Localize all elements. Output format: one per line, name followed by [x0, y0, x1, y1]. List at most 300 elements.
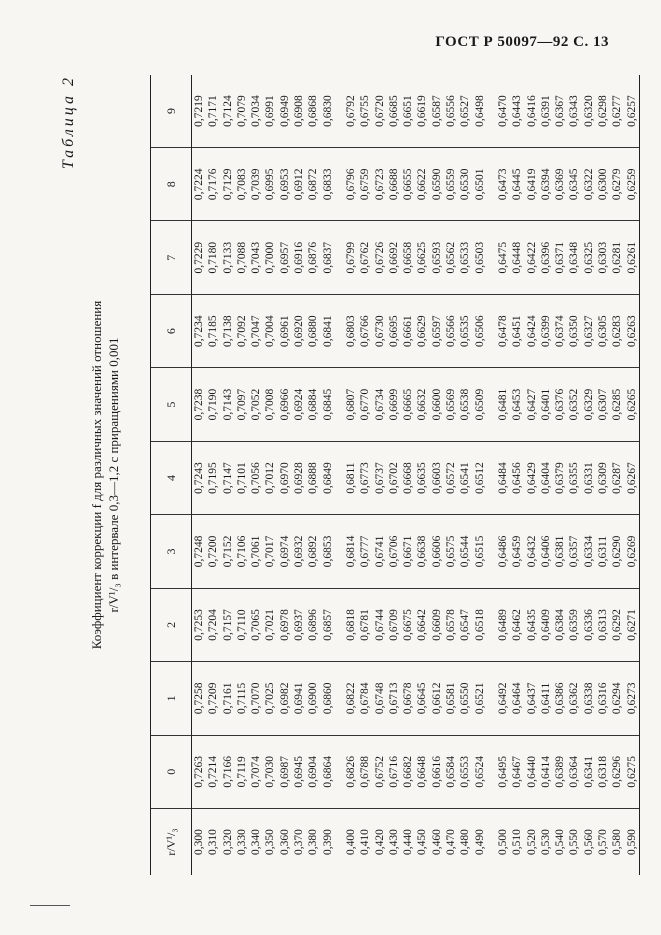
value-cell: 0,7012 [263, 441, 277, 514]
value-cell: 0,7074 [249, 735, 263, 808]
value-cell: 0,6261 [625, 221, 640, 294]
value-cell: 0,6762 [358, 221, 372, 294]
value-cell: 0,6682 [401, 735, 415, 808]
table-row [444, 75, 458, 875]
row-key-cell: 0,550 [568, 829, 581, 855]
value-cell: 0,6603 [430, 441, 444, 514]
value-cell: 0,6572 [444, 441, 458, 514]
value-cell: 0,6770 [358, 368, 372, 441]
value-cell: 0,6350 [567, 294, 581, 367]
value-cell: 0,7017 [263, 515, 277, 588]
value-cell: 0,6706 [387, 515, 401, 588]
value-cell: 0,6521 [473, 662, 487, 735]
row-key-cell: 0,490 [473, 829, 486, 855]
value-cell: 0,6357 [567, 515, 581, 588]
value-cell: 0,7030 [263, 735, 277, 808]
value-cell: 0,6904 [306, 735, 320, 808]
value-cell: 0,6642 [415, 588, 429, 661]
gap-cell [335, 735, 344, 808]
value-cell: 0,6991 [263, 75, 277, 148]
row-key-cell: 0,540 [554, 829, 567, 855]
value-cell: 0,6281 [610, 221, 624, 294]
value-cell: 0,6267 [625, 441, 640, 514]
value-cell: 0,6584 [444, 735, 458, 808]
value-cell: 0,6271 [625, 588, 640, 661]
value-cell: 0,6275 [625, 735, 640, 808]
table-row [610, 75, 624, 875]
value-cell: 0,6616 [430, 735, 444, 808]
value-cell: 0,6702 [387, 441, 401, 514]
value-cell: 0,7243 [192, 441, 207, 514]
value-cell: 0,6371 [553, 221, 567, 294]
value-cell: 0,6544 [458, 515, 472, 588]
table-row [344, 75, 358, 875]
value-cell: 0,6822 [344, 662, 358, 735]
value-cell: 0,6419 [525, 148, 539, 221]
value-cell: 0,6486 [496, 515, 510, 588]
value-cell: 0,6313 [596, 588, 610, 661]
value-cell: 0,6492 [496, 662, 510, 735]
value-cell: 0,6872 [306, 148, 320, 221]
value-cell: 0,6638 [415, 515, 429, 588]
value-cell: 0,6424 [525, 294, 539, 367]
gap-cell [335, 221, 344, 294]
value-cell: 0,7119 [235, 735, 249, 808]
value-cell: 0,7161 [221, 662, 235, 735]
gap-cell [335, 515, 344, 588]
table-row [582, 75, 596, 875]
row-key-cell: 0,430 [387, 829, 400, 855]
value-cell: 0,6541 [458, 441, 472, 514]
value-cell: 0,6678 [401, 662, 415, 735]
value-cell: 0,6325 [582, 221, 596, 294]
value-cell: 0,6562 [444, 221, 458, 294]
value-cell: 0,7097 [235, 368, 249, 441]
value-cell: 0,6265 [625, 368, 640, 441]
value-cell: 0,6381 [553, 515, 567, 588]
value-cell: 0,7180 [206, 221, 220, 294]
value-cell: 0,6422 [525, 221, 539, 294]
value-cell: 0,7263 [192, 735, 207, 808]
value-cell: 0,6292 [610, 588, 624, 661]
column-header: 1 [151, 662, 192, 735]
table-row [192, 75, 207, 875]
value-cell: 0,6464 [510, 662, 524, 735]
value-cell: 0,6807 [344, 368, 358, 441]
value-cell: 0,7043 [249, 221, 263, 294]
value-cell: 0,6928 [292, 441, 306, 514]
column-header: 3 [151, 515, 192, 588]
value-cell: 0,6309 [596, 441, 610, 514]
value-cell: 0,6320 [582, 75, 596, 148]
row-key-cell: 0,310 [207, 829, 220, 855]
table-row [221, 75, 235, 875]
rotated-table-region [60, 75, 638, 875]
value-cell: 0,6896 [306, 588, 320, 661]
value-cell: 0,7025 [263, 662, 277, 735]
value-cell: 0,7110 [235, 588, 249, 661]
value-cell: 0,6755 [358, 75, 372, 148]
value-cell: 0,6489 [496, 588, 510, 661]
value-cell: 0,6961 [278, 294, 292, 367]
value-cell: 0,6796 [344, 148, 358, 221]
gap-cell [487, 515, 496, 588]
value-cell: 0,6443 [510, 75, 524, 148]
value-cell: 0,7021 [263, 588, 277, 661]
value-cell: 0,6467 [510, 735, 524, 808]
row-key-cell: 0,350 [264, 829, 277, 855]
row-key-cell: 0,410 [359, 829, 372, 855]
value-cell: 0,6509 [473, 368, 487, 441]
row-key-cell: 0,480 [459, 829, 472, 855]
caption-line-2: r/V¹/₃ в интервале 0,3—1,2 с приращениями 0,001 [106, 337, 121, 613]
value-cell: 0,6379 [553, 441, 567, 514]
value-cell: 0,6949 [278, 75, 292, 148]
value-cell: 0,6671 [401, 515, 415, 588]
value-cell: 0,6364 [567, 735, 581, 808]
value-cell: 0,6345 [567, 148, 581, 221]
value-cell: 0,6884 [306, 368, 320, 441]
value-cell: 0,6759 [358, 148, 372, 221]
value-cell: 0,6609 [430, 588, 444, 661]
value-cell: 0,6515 [473, 515, 487, 588]
value-cell: 0,6587 [430, 75, 444, 148]
column-header: 0 [151, 735, 192, 808]
margin-rule [30, 905, 70, 906]
value-cell: 0,6920 [292, 294, 306, 367]
value-cell: 0,6470 [496, 75, 510, 148]
value-cell: 0,6737 [373, 441, 387, 514]
row-key-cell: 0,510 [511, 829, 524, 855]
value-cell: 0,6622 [415, 148, 429, 221]
value-cell: 0,6283 [610, 294, 624, 367]
row-key-cell: 0,320 [221, 829, 234, 855]
table-row [625, 75, 640, 875]
correction-coefficient-table [150, 75, 640, 875]
value-cell: 0,6285 [610, 368, 624, 441]
value-cell: 0,6432 [525, 515, 539, 588]
value-cell: 0,6547 [458, 588, 472, 661]
value-cell: 0,6661 [401, 294, 415, 367]
value-cell: 0,6336 [582, 588, 596, 661]
value-cell: 0,6290 [610, 515, 624, 588]
gap-cell [487, 662, 496, 735]
gap-cell [335, 75, 344, 148]
gap-cell [487, 735, 496, 808]
value-cell: 0,6427 [525, 368, 539, 441]
value-cell: 0,7000 [263, 221, 277, 294]
value-cell: 0,6675 [401, 588, 415, 661]
value-cell: 0,6411 [539, 662, 553, 735]
value-cell: 0,6668 [401, 441, 415, 514]
value-cell: 0,6864 [321, 735, 335, 808]
table-header-row [151, 75, 192, 875]
value-cell: 0,6853 [321, 515, 335, 588]
value-cell: 0,6748 [373, 662, 387, 735]
table-label: Таблица 2 [60, 75, 77, 170]
value-cell: 0,6374 [553, 294, 567, 367]
value-cell: 0,6556 [444, 75, 458, 148]
value-cell: 0,6995 [263, 148, 277, 221]
value-cell: 0,6453 [510, 368, 524, 441]
gap-cell [487, 588, 496, 661]
table-row [235, 75, 249, 875]
value-cell: 0,6685 [387, 75, 401, 148]
row-key-cell: 0,500 [496, 829, 509, 855]
value-cell: 0,6953 [278, 148, 292, 221]
gap-cell [487, 368, 496, 441]
value-cell: 0,6343 [567, 75, 581, 148]
value-cell: 0,6404 [539, 441, 553, 514]
value-cell: 0,6527 [458, 75, 472, 148]
value-cell: 0,6784 [358, 662, 372, 735]
value-cell: 0,6287 [610, 441, 624, 514]
value-cell: 0,6781 [358, 588, 372, 661]
value-cell: 0,6553 [458, 735, 472, 808]
value-cell: 0,6590 [430, 148, 444, 221]
value-cell: 0,7171 [206, 75, 220, 148]
table-body [192, 75, 640, 875]
value-cell: 0,6900 [306, 662, 320, 735]
value-cell: 0,6259 [625, 148, 640, 221]
row-key-cell: 0,440 [402, 829, 415, 855]
table-row [458, 75, 472, 875]
value-cell: 0,6530 [458, 148, 472, 221]
table-row [358, 75, 372, 875]
value-cell: 0,6792 [344, 75, 358, 148]
table-row [553, 75, 567, 875]
value-cell: 0,6440 [525, 735, 539, 808]
value-cell: 0,6478 [496, 294, 510, 367]
table-row [292, 75, 306, 875]
value-cell: 0,6416 [525, 75, 539, 148]
row-key-cell: 0,370 [293, 829, 306, 855]
value-cell: 0,7238 [192, 368, 207, 441]
value-cell: 0,6937 [292, 588, 306, 661]
value-cell: 0,6908 [292, 75, 306, 148]
value-cell: 0,6396 [539, 221, 553, 294]
value-cell: 0,6826 [344, 735, 358, 808]
value-cell: 0,6512 [473, 441, 487, 514]
value-cell: 0,7083 [235, 148, 249, 221]
value-cell: 0,6941 [292, 662, 306, 735]
value-cell: 0,6569 [444, 368, 458, 441]
value-cell: 0,6773 [358, 441, 372, 514]
value-cell: 0,6327 [582, 294, 596, 367]
gap-cell [335, 368, 344, 441]
value-cell: 0,6376 [553, 368, 567, 441]
row-key-cell: 0,460 [430, 829, 443, 855]
value-cell: 0,7138 [221, 294, 235, 367]
block-gap [335, 75, 344, 875]
gap-cell [335, 441, 344, 514]
value-cell: 0,6845 [321, 368, 335, 441]
value-cell: 0,7129 [221, 148, 235, 221]
value-cell: 0,6414 [539, 735, 553, 808]
table-row [415, 75, 429, 875]
value-cell: 0,6386 [553, 662, 567, 735]
value-cell: 0,6311 [596, 515, 610, 588]
value-cell: 0,6695 [387, 294, 401, 367]
value-cell: 0,6359 [567, 588, 581, 661]
gap-cell [335, 809, 344, 876]
column-header: 6 [151, 294, 192, 367]
value-cell: 0,6655 [401, 148, 415, 221]
column-header: 2 [151, 588, 192, 661]
value-cell: 0,6329 [582, 368, 596, 441]
value-cell: 0,6263 [625, 294, 640, 367]
value-cell: 0,7047 [249, 294, 263, 367]
value-cell: 0,6429 [525, 441, 539, 514]
value-cell: 0,6970 [278, 441, 292, 514]
value-cell: 0,6294 [610, 662, 624, 735]
value-cell: 0,6298 [596, 75, 610, 148]
value-cell: 0,6322 [582, 148, 596, 221]
value-cell: 0,6803 [344, 294, 358, 367]
row-key-cell: 0,400 [344, 829, 357, 855]
value-cell: 0,6857 [321, 588, 335, 661]
table-row [373, 75, 387, 875]
value-cell: 0,6435 [525, 588, 539, 661]
value-cell: 0,6559 [444, 148, 458, 221]
value-cell: 0,6699 [387, 368, 401, 441]
row-key-cell: 0,300 [193, 829, 205, 855]
value-cell: 0,6501 [473, 148, 487, 221]
value-cell: 0,6279 [610, 148, 624, 221]
value-cell: 0,6982 [278, 662, 292, 735]
value-cell: 0,6593 [430, 221, 444, 294]
value-cell: 0,6401 [539, 368, 553, 441]
value-cell: 0,6391 [539, 75, 553, 148]
value-cell: 0,6876 [306, 221, 320, 294]
value-cell: 0,7219 [192, 75, 207, 148]
row-key-cell: 0,390 [321, 829, 334, 855]
row-key-cell: 0,330 [235, 829, 248, 855]
value-cell: 0,6498 [473, 75, 487, 148]
value-cell: 0,6305 [596, 294, 610, 367]
value-cell: 0,6892 [306, 515, 320, 588]
value-cell: 0,6830 [321, 75, 335, 148]
value-cell: 0,6716 [387, 735, 401, 808]
table-row [496, 75, 510, 875]
value-cell: 0,6518 [473, 588, 487, 661]
table-row [206, 75, 220, 875]
value-cell: 0,7253 [192, 588, 207, 661]
value-cell: 0,6269 [625, 515, 640, 588]
value-cell: 0,6723 [373, 148, 387, 221]
value-cell: 0,6632 [415, 368, 429, 441]
table-row [387, 75, 401, 875]
value-cell: 0,6597 [430, 294, 444, 367]
value-cell: 0,6451 [510, 294, 524, 367]
value-cell: 0,6849 [321, 441, 335, 514]
value-cell: 0,6495 [496, 735, 510, 808]
value-cell: 0,6692 [387, 221, 401, 294]
key-column-header: r/V¹/₃ [151, 809, 192, 876]
row-key-cell: 0,520 [525, 829, 538, 855]
value-cell: 0,6303 [596, 221, 610, 294]
value-cell: 0,7056 [249, 441, 263, 514]
value-cell: 0,7234 [192, 294, 207, 367]
gap-cell [487, 221, 496, 294]
value-cell: 0,7258 [192, 662, 207, 735]
value-cell: 0,6752 [373, 735, 387, 808]
row-key-cell: 0,360 [278, 829, 291, 855]
value-cell: 0,7115 [235, 662, 249, 735]
value-cell: 0,6462 [510, 588, 524, 661]
value-cell: 0,6987 [278, 735, 292, 808]
value-cell: 0,6916 [292, 221, 306, 294]
table-row [306, 75, 320, 875]
value-cell: 0,6814 [344, 515, 358, 588]
value-cell: 0,7166 [221, 735, 235, 808]
value-cell: 0,6535 [458, 294, 472, 367]
value-cell: 0,7004 [263, 294, 277, 367]
value-cell: 0,6635 [415, 441, 429, 514]
value-cell: 0,6880 [306, 294, 320, 367]
value-cell: 0,6355 [567, 441, 581, 514]
value-cell: 0,7106 [235, 515, 249, 588]
value-cell: 0,7092 [235, 294, 249, 367]
value-cell: 0,6300 [596, 148, 610, 221]
table-row [278, 75, 292, 875]
value-cell: 0,6730 [373, 294, 387, 367]
value-cell: 0,6296 [610, 735, 624, 808]
value-cell: 0,6818 [344, 588, 358, 661]
value-cell: 0,6575 [444, 515, 458, 588]
value-cell: 0,6334 [582, 515, 596, 588]
row-key-cell: 0,340 [250, 829, 263, 855]
value-cell: 0,6713 [387, 662, 401, 735]
value-cell: 0,6811 [344, 441, 358, 514]
value-cell: 0,7147 [221, 441, 235, 514]
value-cell: 0,6612 [430, 662, 444, 735]
table-row [249, 75, 263, 875]
block-gap [487, 75, 496, 875]
value-cell: 0,6352 [567, 368, 581, 441]
value-cell: 0,7176 [206, 148, 220, 221]
value-cell: 0,6538 [458, 368, 472, 441]
row-key-cell: 0,420 [373, 829, 386, 855]
table-caption [88, 75, 122, 875]
row-key-cell: 0,450 [416, 829, 429, 855]
table-row [473, 75, 487, 875]
column-header: 7 [151, 221, 192, 294]
table-row [401, 75, 415, 875]
value-cell: 0,6448 [510, 221, 524, 294]
row-key-cell: 0,590 [625, 809, 640, 876]
row-key-cell: 0,560 [582, 829, 595, 855]
value-cell: 0,7124 [221, 75, 235, 148]
value-cell: 0,6550 [458, 662, 472, 735]
value-cell: 0,6726 [373, 221, 387, 294]
table-row [510, 75, 524, 875]
value-cell: 0,6777 [358, 515, 372, 588]
value-cell: 0,6445 [510, 148, 524, 221]
value-cell: 0,6720 [373, 75, 387, 148]
value-cell: 0,6606 [430, 515, 444, 588]
value-cell: 0,7214 [206, 735, 220, 808]
caption-line-1: Коэффициент коррекции f для различных значений отношения [89, 300, 104, 650]
value-cell: 0,6437 [525, 662, 539, 735]
value-cell: 0,6384 [553, 588, 567, 661]
value-cell: 0,7065 [249, 588, 263, 661]
row-key-cell: 0,470 [445, 829, 458, 855]
value-cell: 0,6456 [510, 441, 524, 514]
value-cell: 0,7008 [263, 368, 277, 441]
value-cell: 0,6837 [321, 221, 335, 294]
value-cell: 0,6648 [415, 735, 429, 808]
